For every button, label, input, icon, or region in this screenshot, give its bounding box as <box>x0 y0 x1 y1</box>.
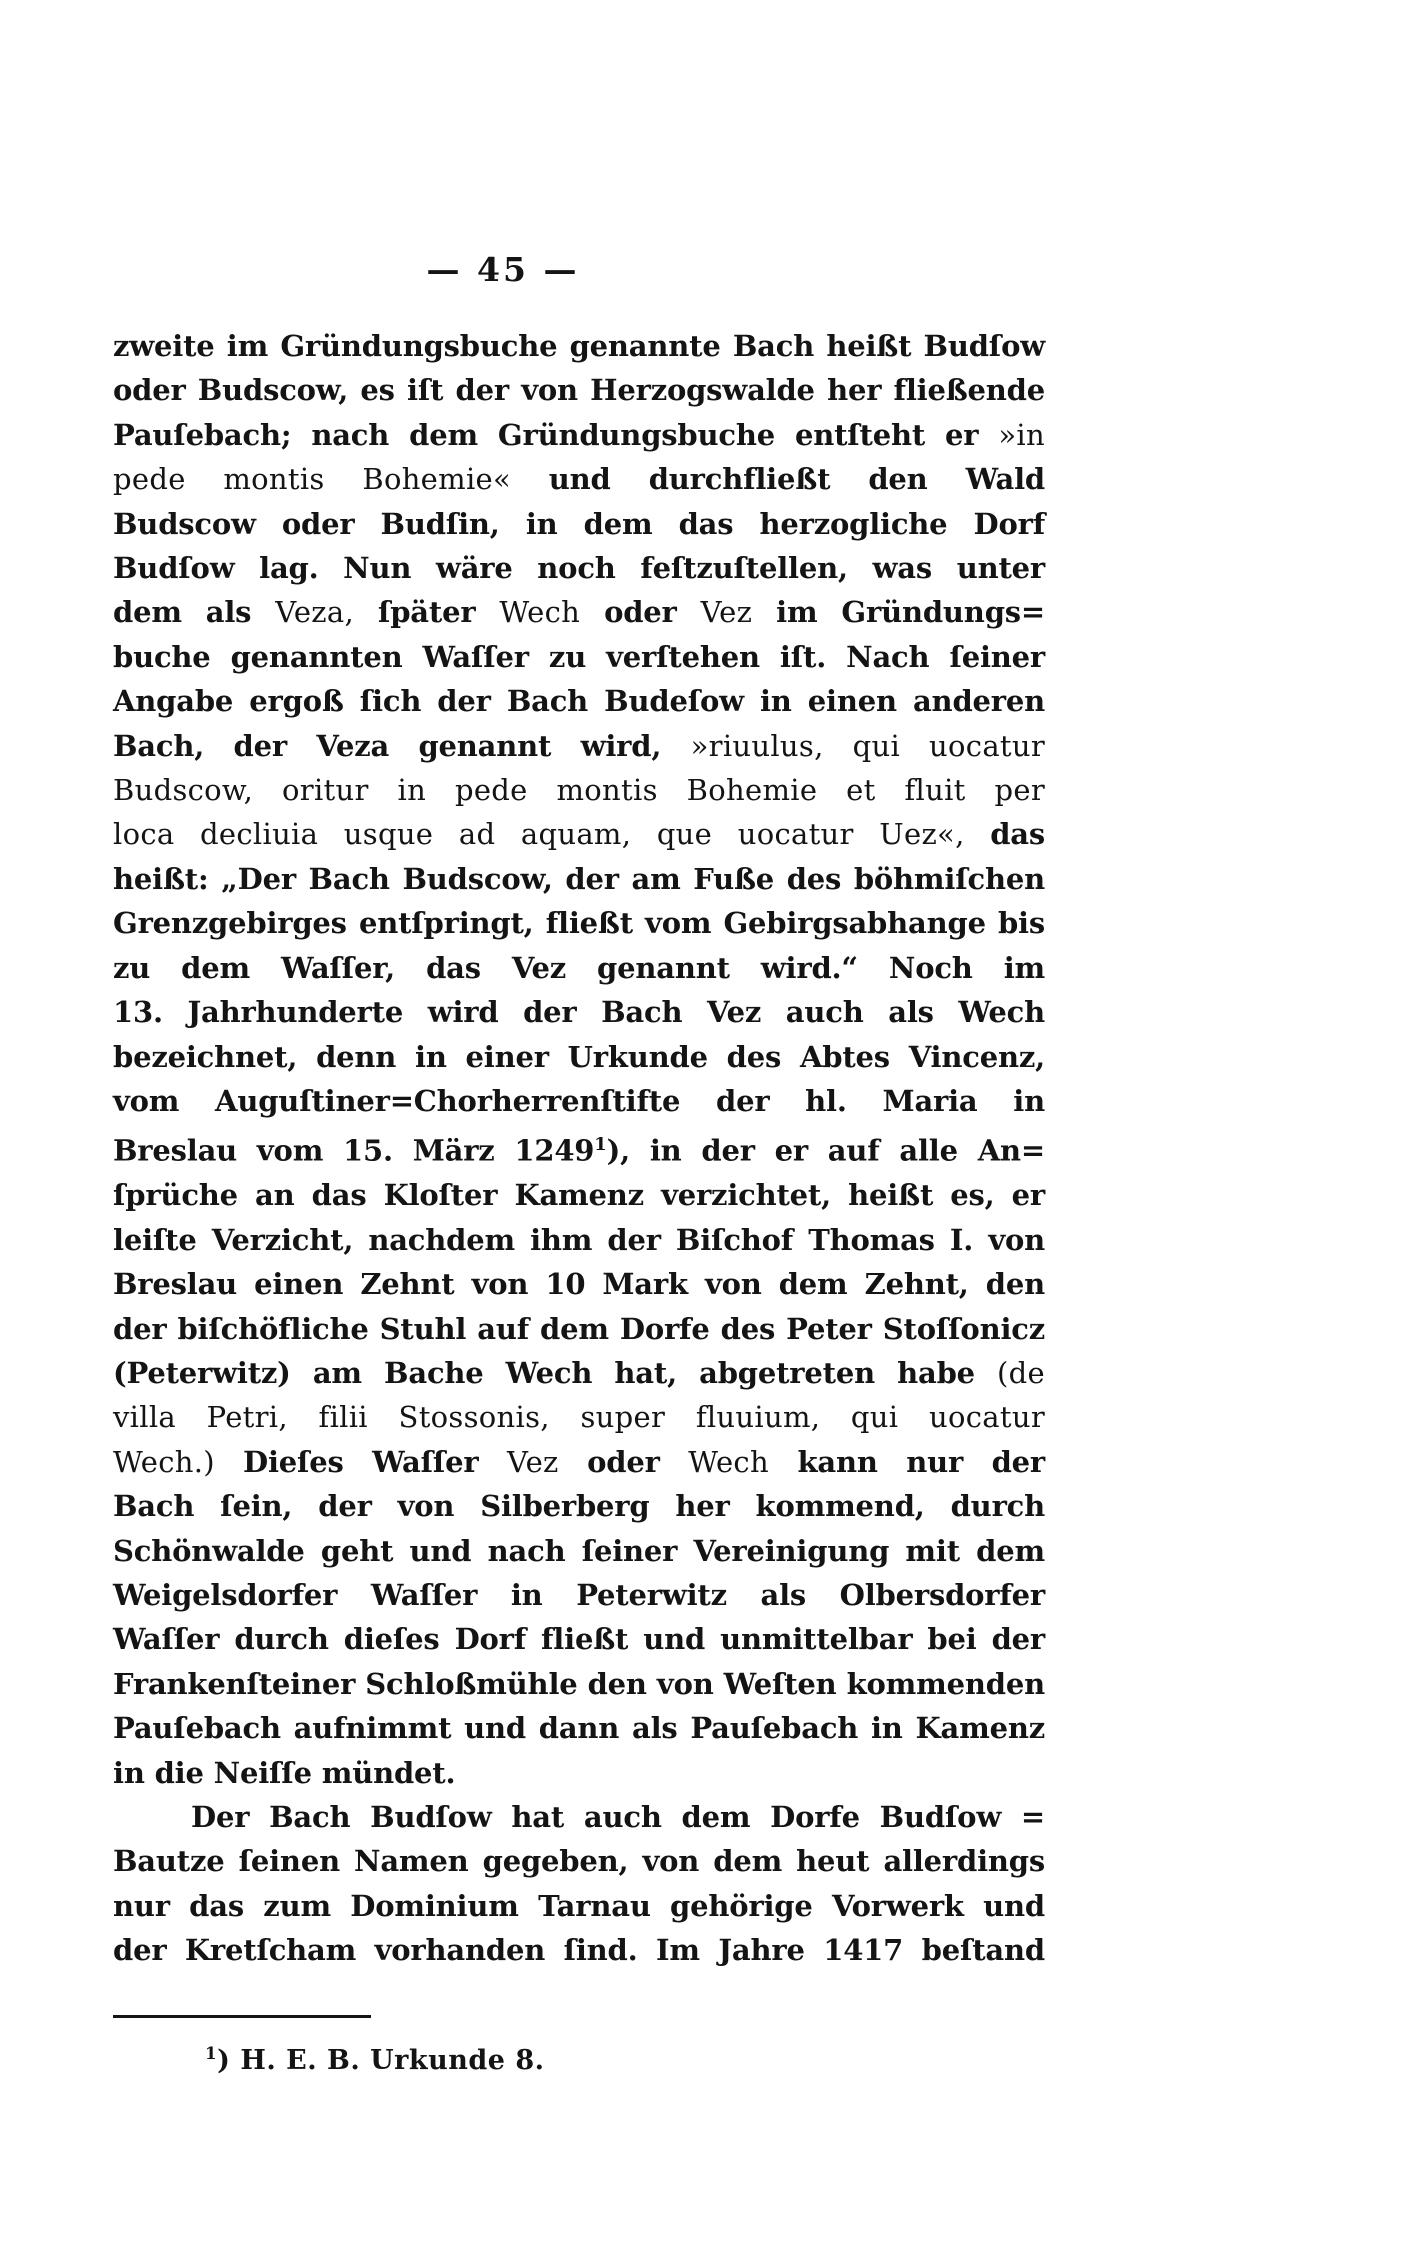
text-segment-antiqua: Wech <box>499 595 581 630</box>
text-segment-fraktur: Waſſer durch dieſes Dorf fließt und unmittelbar bei der <box>113 1622 1045 1657</box>
text-line <box>113 946 1045 990</box>
text-line <box>113 1884 1045 1928</box>
text-segment-fraktur: Angabe ergoß ſich der Bach Budeſow in einen anderen <box>113 684 1045 719</box>
footnote <box>205 2043 545 2076</box>
text-segment-fraktur: (Peterwitz) am Bache Wech hat, abgetreten habe <box>113 1356 998 1390</box>
text-line <box>113 1173 1045 1217</box>
text-line <box>113 1706 1045 1750</box>
text-segment-fraktur: Bach ſein, der von Silberberg her kommend, durch <box>113 1489 1045 1524</box>
text-line <box>113 590 1045 634</box>
text-segment-antiqua: Wech <box>688 1444 769 1479</box>
text-segment-fraktur: Schönwalde geht und nach ſeiner Vereinigung mit dem <box>113 1533 1045 1568</box>
text-segment-fraktur: Der Bach Budſow hat auch dem Dorfe Budſow = <box>191 1800 1045 1835</box>
text-segment-antiqua: Veza, <box>275 595 354 630</box>
text-segment-antiqua: »riuulus, qui uocatur <box>690 728 1046 763</box>
text-segment-fraktur: und durchfließt den Wald <box>548 462 1045 497</box>
text-segment-antiqua: Vez <box>507 1444 559 1479</box>
text-segment-fraktur: oder Budscow, es iſt der von Herzogswalde her fließende <box>113 373 1045 408</box>
text-line <box>113 502 1045 546</box>
text-segment-fraktur: ), in der er auf alle An= <box>606 1133 1045 1168</box>
text-segment-antiqua: Wech.) <box>113 1444 243 1479</box>
text-line <box>113 1440 1045 1484</box>
text-segment-fraktur: dem als <box>113 595 276 630</box>
text-segment-fraktur: nur das zum Dominium Tarnau gehörige Vorwerk und <box>113 1888 1045 1923</box>
text-segment-fraktur: oder <box>580 595 701 630</box>
text-segment-fraktur: heißt: „Der Bach Budscow, der am Fuße des böhmiſchen <box>113 861 1045 896</box>
text-segment-fraktur: Pauſebach; nach dem Gründungsbuche entſteht er <box>113 417 999 452</box>
text-segment-fraktur: Dieſes Waſſer <box>243 1444 508 1479</box>
text-line <box>113 768 1045 812</box>
text-line <box>113 1573 1045 1617</box>
text-line <box>113 857 1045 901</box>
text-segment-fraktur: Bach, der Veza genannt wird, <box>113 728 691 763</box>
text-segment-fraktur: 13. Jahrhunderte wird der Bach Vez auch als Wech <box>113 995 1045 1030</box>
text-segment-fraktur: Frankenſteiner Schloßmühle den von Weſten kommenden <box>113 1666 1045 1701</box>
text-line <box>113 1218 1045 1262</box>
text-line <box>113 457 1045 501</box>
text-line <box>113 901 1045 945</box>
text-segment-antiqua: loca decliuia usque ad aquam, que uocatur Uez«, <box>113 817 991 852</box>
text-segment-antiqua: villa Petri, filii Stossonis, super fluuium, qui uocatur <box>113 1400 1045 1435</box>
text-line <box>113 1751 1045 1795</box>
text-line <box>113 679 1045 723</box>
text-segment-fraktur: kann nur der <box>768 1444 1046 1479</box>
text-line <box>113 1307 1045 1351</box>
text-segment-fraktur: der Kretſcham vorhanden ſind. Im Jahre 1417 beſtand <box>113 1933 1045 1968</box>
text-segment-fraktur: Weigelsdorfer Waſſer in Peterwitz als Olbersdorfer <box>113 1578 1045 1613</box>
text-segment-antiqua: Vez <box>700 595 753 630</box>
text-segment-fraktur: Bautze ſeinen Namen gegeben, von dem heut allerdings <box>113 1844 1045 1879</box>
text-segment-antiqua: (de <box>997 1356 1045 1390</box>
text-segment-fraktur: zweite im Gründungsbuche genannte Bach heißt Budſow <box>113 329 1045 363</box>
text-segment-fraktur: Breslau vom 15. März 1249 <box>113 1133 595 1168</box>
text-segment-fraktur: Breslau einen Zehnt von 10 Mark von dem Zehnt, den <box>113 1267 1045 1302</box>
text-line <box>113 1484 1045 1528</box>
text-line <box>113 1035 1045 1079</box>
text-segment-fraktur: ) H. E. B. Urkunde 8. <box>217 2045 545 2076</box>
text-segment-fraktur: Grenzgebirges entſpringt, fließt vom Gebirgsabhange bis <box>113 906 1045 941</box>
text-line <box>113 1351 1045 1395</box>
text-segment-fraktur: Budscow oder Budſin, in dem das herzogliche Dorf <box>113 506 1045 541</box>
text-segment-fraktur: vom Auguſtiner=Chorherrenſtifte der hl. Maria in <box>113 1083 1045 1118</box>
text-segment-antiqua: Budscow, oritur in pede montis Bohemie et fluit per <box>113 773 1045 808</box>
text-line <box>113 1529 1045 1573</box>
text-segment-fraktur: im Gründungs= <box>752 595 1045 630</box>
text-line <box>113 413 1045 457</box>
text-segment-fraktur: bezeichnet, denn in einer Urkunde des Abtes Vincenz, <box>113 1039 1045 1074</box>
text-line <box>113 1395 1045 1439</box>
footnote-rule <box>113 2015 371 2018</box>
text-segment-fraktur: Pauſebach aufnimmt und dann als Pauſebach in Kamenz <box>113 1711 1045 1746</box>
text-segment-fraktur: der biſchöfliche Stuhl auf dem Dorfe des Peter Stoſſonicz <box>113 1311 1045 1346</box>
text-line <box>113 635 1045 679</box>
text-segment-fraktur: buche genannten Waſſer zu verſtehen iſt. Nach ſeiner <box>113 639 1045 674</box>
text-segment-sup: 1 <box>205 2043 218 2063</box>
text-segment-fraktur: oder <box>558 1444 689 1479</box>
text-line <box>113 368 1045 412</box>
text-line <box>113 546 1045 590</box>
body-text <box>113 324 1045 1973</box>
text-line <box>113 724 1045 768</box>
text-line <box>113 1617 1045 1661</box>
text-segment-fraktur: das <box>990 817 1045 852</box>
text-segment-sup: 1 <box>594 1134 607 1156</box>
text-line <box>113 1928 1045 1972</box>
text-line <box>113 1262 1045 1306</box>
text-segment-antiqua: pede montis Bohemie« <box>113 462 549 497</box>
text-segment-fraktur: ſprüche an das Kloſter Kamenz verzichtet, heißt es, er <box>113 1178 1045 1213</box>
text-line <box>113 1123 1045 1173</box>
text-segment-fraktur: ſpäter <box>354 595 500 630</box>
text-segment-fraktur: zu dem Waſſer, das Vez genannt wird.“ Noch im <box>113 950 1045 985</box>
text-line <box>113 990 1045 1034</box>
page-number: — 45 — <box>426 250 580 289</box>
text-line <box>113 812 1045 856</box>
text-line <box>113 1079 1045 1123</box>
text-segment-fraktur: Budſow lag. Nun wäre noch feſtzuſtellen, was unter <box>113 551 1045 586</box>
text-line <box>113 324 1045 368</box>
text-segment-fraktur: leiſte Verzicht, nachdem ihm der Biſchof Thomas I. von <box>113 1222 1045 1257</box>
text-line <box>113 1839 1045 1883</box>
text-line <box>113 1662 1045 1706</box>
text-line <box>113 1795 1045 1839</box>
text-segment-fraktur: in die Neiſſe mündet. <box>113 1755 456 1790</box>
text-segment-antiqua: »in <box>998 417 1045 452</box>
